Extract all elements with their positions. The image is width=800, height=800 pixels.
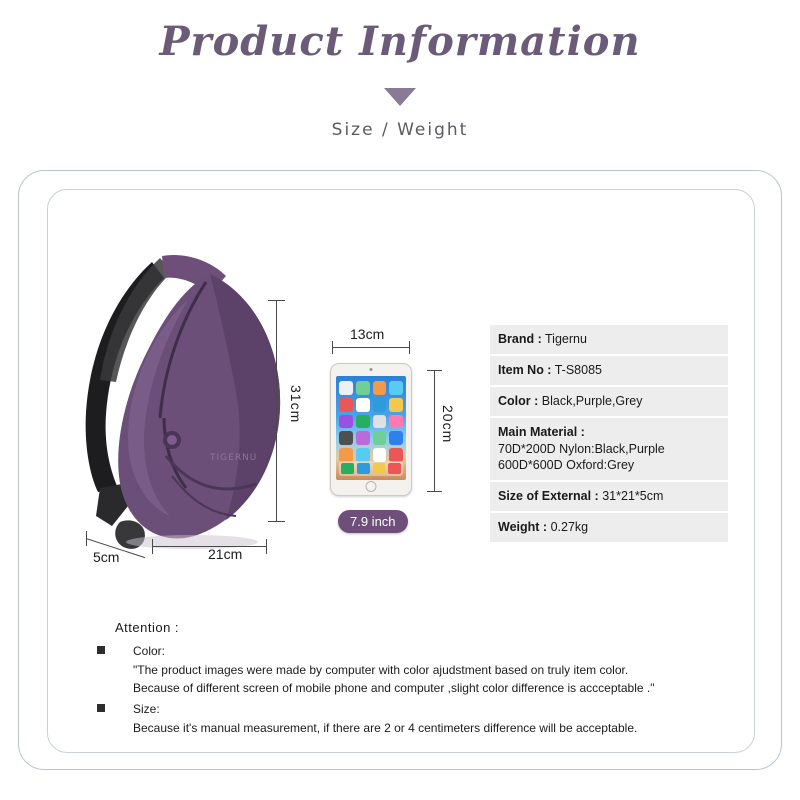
spec-value-line: 600D*600D Oxford:Grey (498, 458, 635, 473)
spec-value: 31*21*5cm (602, 489, 664, 504)
tablet-height-label: 20cm (440, 405, 456, 444)
spec-key: Color : (498, 393, 539, 408)
attention-item-line: Because it's manual measurement, if there are 2 or 4 centimeters difference will be acceptable. (133, 720, 638, 735)
spec-cell (490, 325, 728, 355)
bullet-square-icon (97, 646, 105, 654)
bag-height-line (276, 300, 277, 522)
page-subtitle: Size / Weight (331, 120, 469, 140)
bag-image (60, 230, 290, 560)
spec-key: Size of External : (498, 489, 599, 504)
tablet-width-label: 13cm (350, 326, 385, 342)
table-row (490, 417, 728, 482)
attention-item-line: Because of different screen of mobile phone and computer ,slight color difference is accceptable ." (133, 681, 655, 696)
spec-value-line: 70D*200D Nylon:Black,Purple (498, 441, 665, 456)
spec-value: Black,Purple,Grey (541, 393, 643, 408)
tablet-app-grid (339, 381, 403, 462)
spec-key: Brand : (498, 332, 542, 346)
tablet-height-line (434, 370, 435, 492)
spec-table (490, 325, 728, 544)
bag-depth-tick-left (86, 531, 87, 546)
attention-item-line: "The product images were made by computer with color ajudstment based on truly item color. (133, 662, 629, 677)
bag-height-tick-bottom (268, 521, 285, 522)
spec-key: Item No : (498, 362, 552, 377)
bullet-square-icon (97, 704, 105, 712)
attention-item-label: Color: (133, 644, 166, 659)
tablet-inch-badge: 7.9 inch (338, 510, 408, 533)
tablet-width-tick-left (332, 341, 333, 354)
svg-text:TIGERNU: TIGERNU (210, 453, 258, 463)
table-row (490, 325, 728, 355)
bag-width-tick-left (152, 539, 153, 554)
spec-key: Weight : (498, 520, 548, 535)
attention-heading: Attention : (115, 620, 180, 635)
attention-item-size (115, 700, 755, 737)
spec-value: 0.27kg (550, 520, 589, 535)
spec-cell (490, 481, 728, 512)
bag-width-tick-right (266, 539, 267, 554)
tablet-height-tick-top (427, 370, 442, 371)
spec-value: T-S8085 (554, 362, 602, 377)
tablet-camera-icon (370, 368, 373, 371)
tablet-home-button-icon (366, 481, 377, 492)
tablet-width-line (332, 347, 410, 348)
tablet-width-tick-right (409, 341, 410, 354)
spec-cell (490, 355, 728, 386)
bag-width-label: 21cm (208, 546, 243, 562)
spec-cell (490, 417, 728, 482)
tablet-screen (336, 376, 406, 480)
table-row (490, 355, 728, 386)
bag-height-tick-top (268, 300, 285, 301)
attention-item-label: Size: (133, 701, 160, 716)
tablet-height-tick-bottom (427, 491, 442, 492)
spec-key: Main Material : (498, 424, 585, 439)
attention-block (115, 618, 755, 737)
table-row (490, 481, 728, 512)
page-title: Product Information (159, 18, 641, 65)
spec-cell (490, 386, 728, 417)
table-row (490, 512, 728, 543)
spec-cell (490, 512, 728, 543)
spec-value: Tigernu (545, 332, 587, 346)
bag-height-label: 31cm (288, 385, 304, 424)
bag-illustration (60, 230, 290, 560)
bag-depth-label: 5cm (93, 549, 120, 565)
tablet-dock (339, 461, 403, 476)
tablet-illustration (330, 363, 412, 496)
table-row (490, 386, 728, 417)
attention-item-color (115, 642, 755, 698)
down-caret-icon (384, 88, 416, 106)
